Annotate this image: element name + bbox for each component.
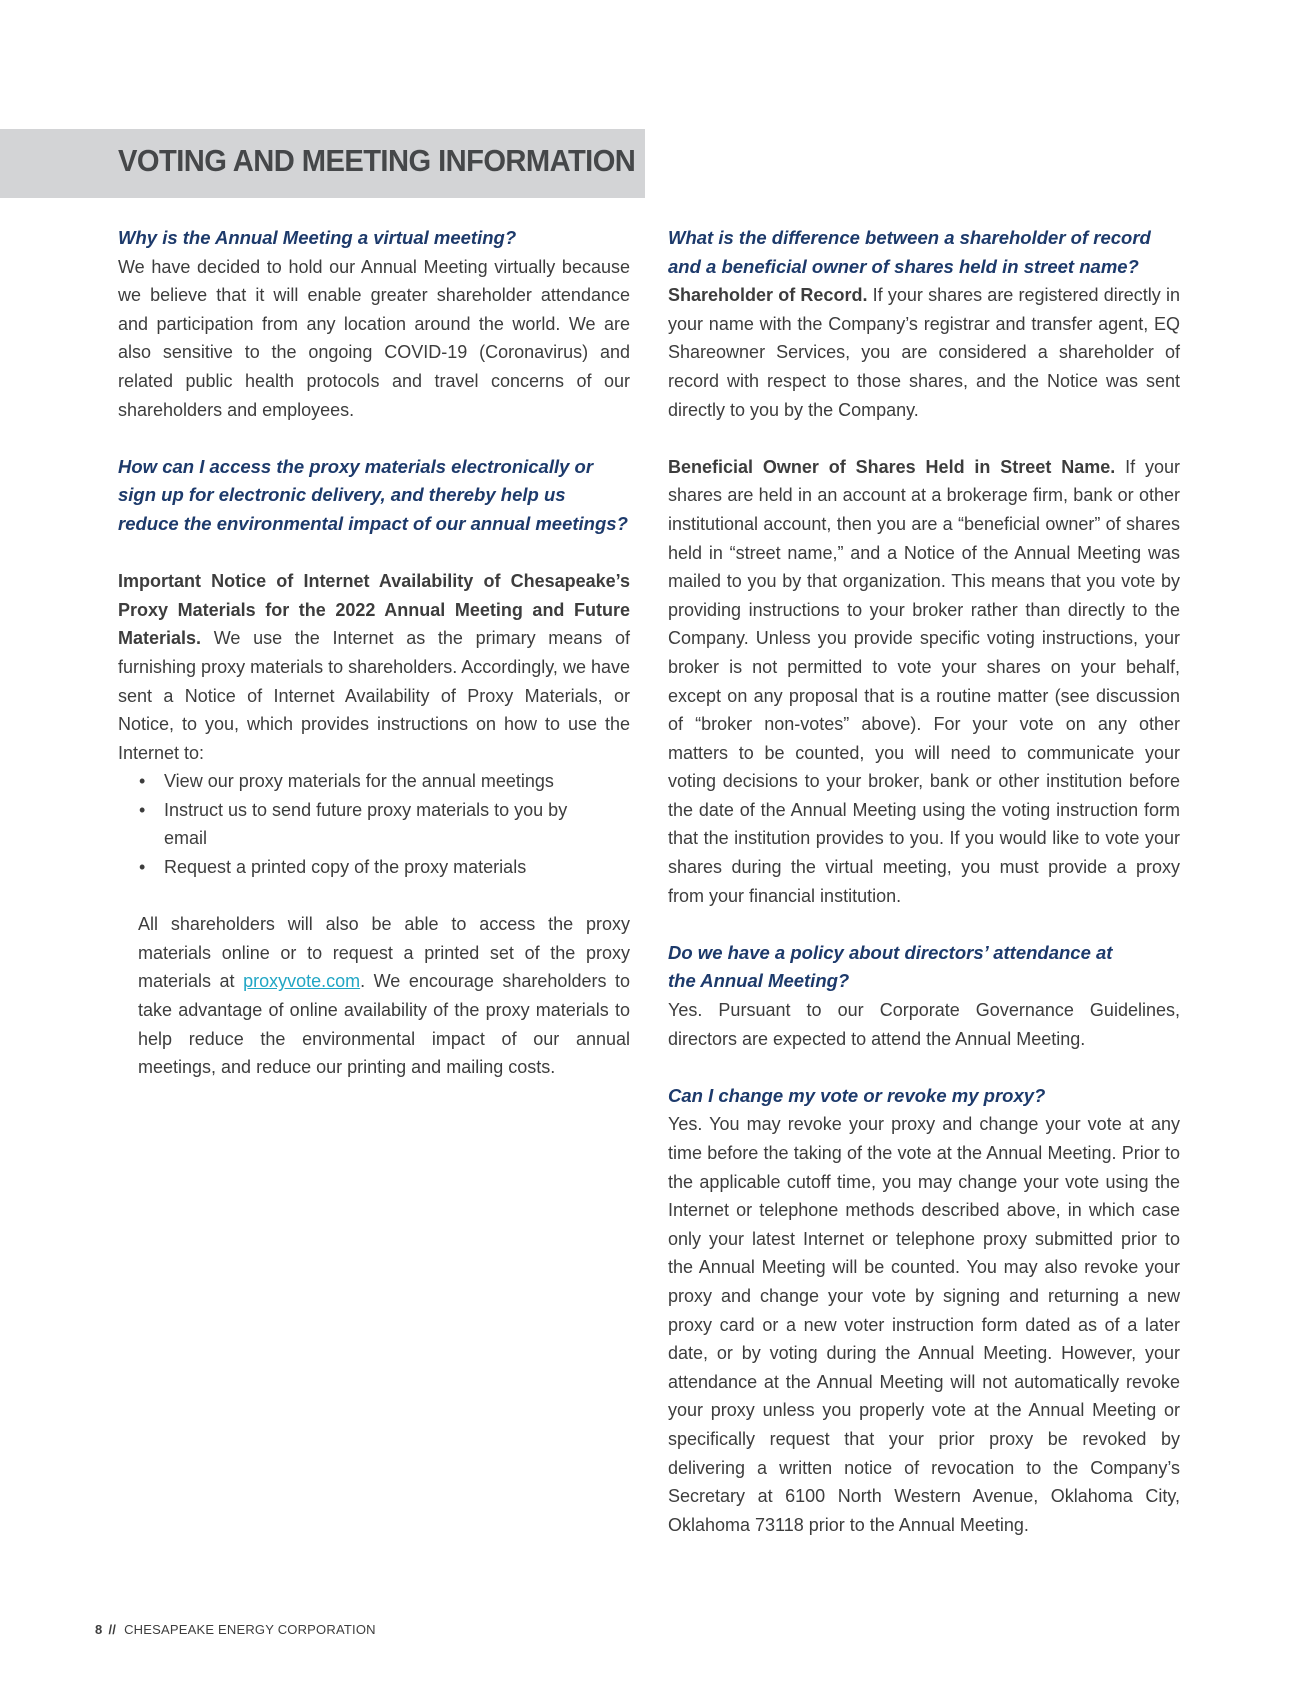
record-text: If your shares are registered directly in your name with the Company’s registrar and transfer agent, EQ Shareowner Services, you are considered a shareholder of record with respect to those shares, and the Notice was sent directly to you by the Company. <box>668 285 1180 420</box>
answer-revoke-proxy: Yes. You may revoke your proxy and change your vote at any time before the taking of the vote at the Annual Meeting. Prior to the applicable cutoff time, you may change your vote using the Internet or telephone methods described above, in which case only your latest Internet or telephone proxy submitted prior to the Annual Meeting will be counted. You may also revoke your proxy and change your vote by signing and returning a new proxy card or a new voter instruction form dated as of a later date, or by voting during the Annual Meeting. However, your attendance at the Annual Meeting will not automatically revoke your proxy unless you properly vote at the Annual Meeting or specifically request that your prior proxy be revoked by delivering a written notice of revocation to the Company’s Secretary at 6100 North Western Avenue, Oklahoma City, Oklahoma 73118 prior to the Annual Meeting. <box>668 1114 1180 1535</box>
internet-uses-list <box>118 767 630 881</box>
question-revoke-proxy: Can I change my vote or revoke my proxy? <box>668 1084 1046 1106</box>
question-electronic-access: How can I access the proxy materials electronically or sign up for electronic delivery, and thereby help us reduce the environmental impact of our annual meetings? <box>118 455 628 534</box>
record-paragraph <box>668 281 1180 424</box>
proxyvote-link[interactable]: proxyvote.com <box>243 971 361 992</box>
page-footer <box>95 1622 376 1637</box>
left-column <box>118 224 630 1082</box>
all-shareholders-paragraph <box>118 910 630 1082</box>
answer-directors-attendance: Yes. Pursuant to our Corporate Governance Guidelines, directors are expected to attend the Annual Meeting. <box>668 1000 1180 1049</box>
answer-virtual-meeting: We have decided to hold our Annual Meeting virtually because we believe that it will enable greater shareholder attendance and participation from any location around the world. We are also sensitive to the ongoing COVID-19 (Coronavirus) and related public health protocols and travel concerns of our shareholders and employees. <box>118 256 630 420</box>
beneficial-text: If your shares are held in an account at a brokerage firm, bank or other institutional account, then you are a “beneficial owner” of shares held in “street name,” and a Notice of the Annual Meeting was mailed to you by that organization. This means that you vote by providing instructions to your broker rather than directly to the Company. Unless you provide specific voting instructions, your broker is not permitted to vote your shares on your behalf, except on any proposal that is a routine matter (see discussion of “broker non-votes” above). For your vote on any other matters to be counted, you will need to communicate your voting decisions to your broker, bank or other institution before the date of the Annual Meeting using the voting instruction form that the institution provides to you. If you would like to vote your shares during the virtual meeting, you must provide a proxy from your financial institution. <box>668 456 1180 906</box>
all-shareholders-text: All shareholders will also be able to access the proxy materials online or to request a printed set of the proxy materials at <box>138 914 630 992</box>
page-title: VOTING AND MEETING INFORMATION <box>118 143 636 178</box>
right-column <box>668 224 1180 1539</box>
all-shareholders-text-end: . We encourage shareholders to take advantage of online availability of the proxy materials to help reduce the environmental impact of our annual meetings, and reduce our printing and mailing costs. <box>138 971 630 1078</box>
notice-text: We use the Internet as the primary means of furnishing proxy materials to shareholders. Accordingly, we have sent a Notice of Internet Availability of Proxy Materials, or Notice, to you, which provides instructions on how to use the Internet to: <box>118 628 630 763</box>
notice-lead: Important Notice of Internet Availability of Chesapeake’s Proxy Materials for the 2022 Annual Meeting and Future Materials. <box>118 571 630 649</box>
footer-company: CHESAPEAKE ENERGY CORPORATION <box>124 1622 376 1637</box>
question-directors-attendance: Do we have a policy about directors’ attendance at the Annual Meeting? <box>668 941 1113 992</box>
question-virtual-meeting: Why is the Annual Meeting a virtual meeting? <box>118 227 517 248</box>
record-lead: Shareholder of Record. <box>668 285 868 306</box>
section-banner <box>0 129 645 198</box>
list-item: • View our proxy materials for the annual meetings <box>164 767 630 796</box>
question-record-vs-beneficial: What is the difference between a shareholder of record and a beneficial owner of shares held in street name? <box>668 227 1151 277</box>
beneficial-lead: Beneficial Owner of Shares Held in Street Name. <box>668 456 1116 477</box>
list-item: • Instruct us to send future proxy materials to you by email <box>164 796 630 853</box>
list-item: • Request a printed copy of the proxy materials <box>164 853 630 882</box>
footer-separator: // <box>108 1622 117 1637</box>
beneficial-paragraph <box>668 453 1180 911</box>
page-number: 8 <box>95 1622 103 1637</box>
notice-paragraph <box>118 567 630 767</box>
